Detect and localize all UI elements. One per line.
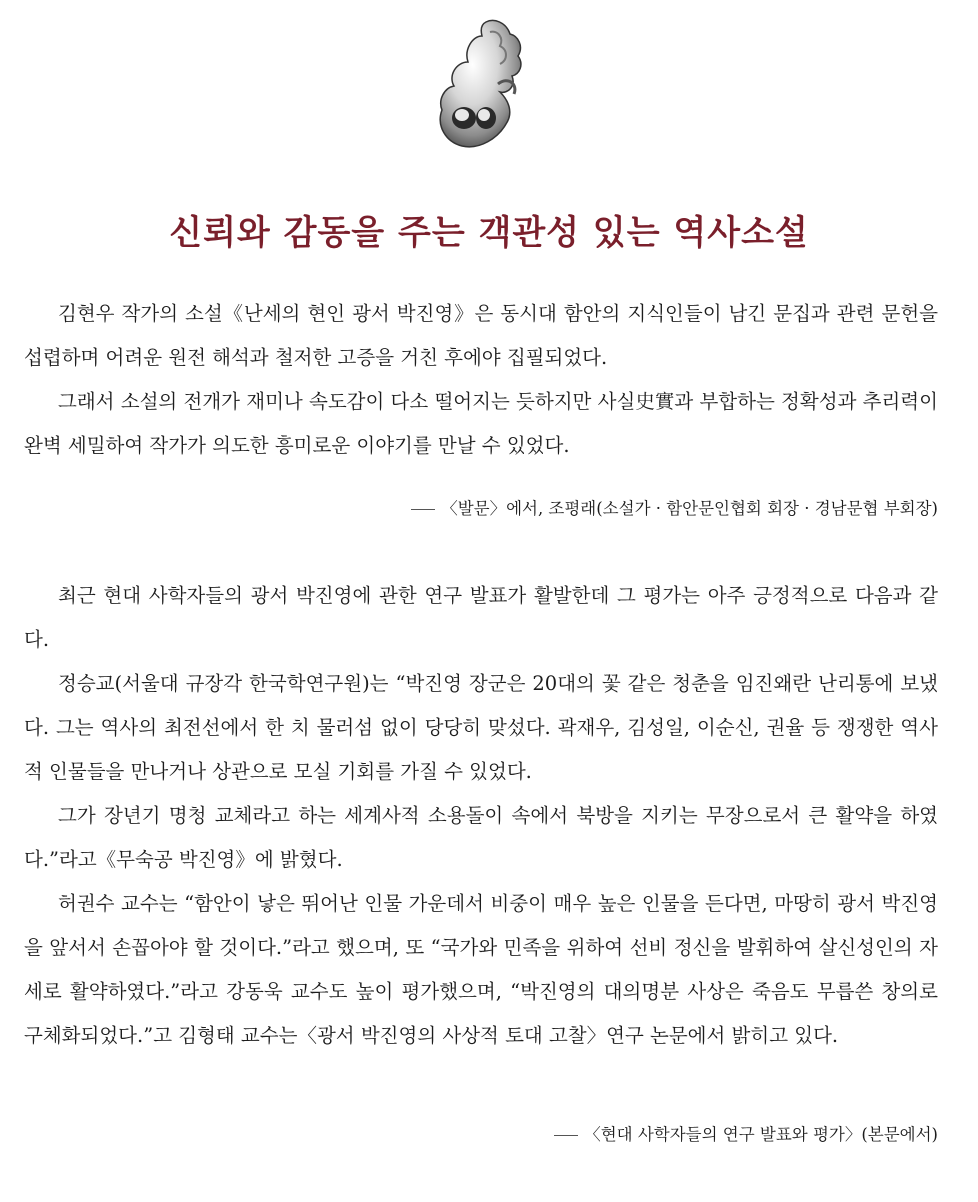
source-text: 〈현대 사학자들의 연구 발표와 평가〉(본문에서): [584, 1125, 938, 1144]
paragraph: 허권수 교수는 “함안이 낳은 뛰어난 인물 가운데서 비중이 매우 높은 인물을 든다면, 마땅히 광서 박진영을 앞서서 손꼽아야 할 것이다.”라고 했으며, 또 “국가와 민족을 위하여 선비 정신을 발휘하여 살신성인의 자세로 활약하였다.”라고 강동욱 교수도 높이 평가했으며, “박진영의 대의명분 사상은 죽음도 무릅쓴 창의로 구체화되었다.”고 김형태 교수는〈광서 박진영의 사상적 토대 고찰〉연구 논문에서 밝히고 있다.: [24, 892, 938, 1047]
source-citation: [411, 497, 938, 521]
paragraph: 그래서 소설의 전개가 재미나 속도감이 다소 떨어지는 듯하지만 사실史實과 부합하는 정확성과 추리력이 완벽 세밀하여 작가가 의도한 흥미로운 이야기를 만날 수 있었다.: [24, 390, 938, 457]
paragraph: 그가 장년기 명청 교체라고 하는 세계사적 소용돌이 속에서 북방을 지키는 무장으로서 큰 활약을 하였다.”라고《무숙공 박진영》에 밝혔다.: [24, 804, 938, 871]
paragraph: 정승교(서울대 규장각 한국학연구원)는 “박진영 장군은 20대의 꽃 같은 청춘을 임진왜란 난리통에 보냈다. 그는 역사의 최전선에서 한 치 물러섬 없이 당당히 맞섰다. 곽재우, 김성일, 이순신, 권율 등 쟁쟁한 역사적 인물들을 만나거나 상관으로 모실 기회를 가질 수 있었다.: [24, 672, 938, 783]
paragraph: 김현우 작가의 소설《난세의 현인 광서 박진영》은 동시대 함안의 지식인들이 남긴 문집과 관련 문헌을 섭렵하며 어려운 원전 해석과 철저한 고증을 거친 후에야 집필되었다.: [24, 302, 938, 369]
paragraph: 최근 현대 사학자들의 광서 박진영에 관한 연구 발표가 활발한데 그 평가는 아주 긍정적으로 다음과 같다.: [24, 584, 938, 651]
source-text: 〈발문〉에서, 조평래(소설가 · 함안문인협회 회장 · 경남문협 부회장): [441, 499, 938, 518]
dash-decoration: [411, 509, 435, 510]
dash-decoration: [554, 1135, 578, 1136]
stone-emblem-image: [428, 14, 536, 164]
page-title: 신뢰와 감동을 주는 객관성 있는 역사소설: [169, 213, 809, 253]
source-citation: [554, 1123, 938, 1147]
